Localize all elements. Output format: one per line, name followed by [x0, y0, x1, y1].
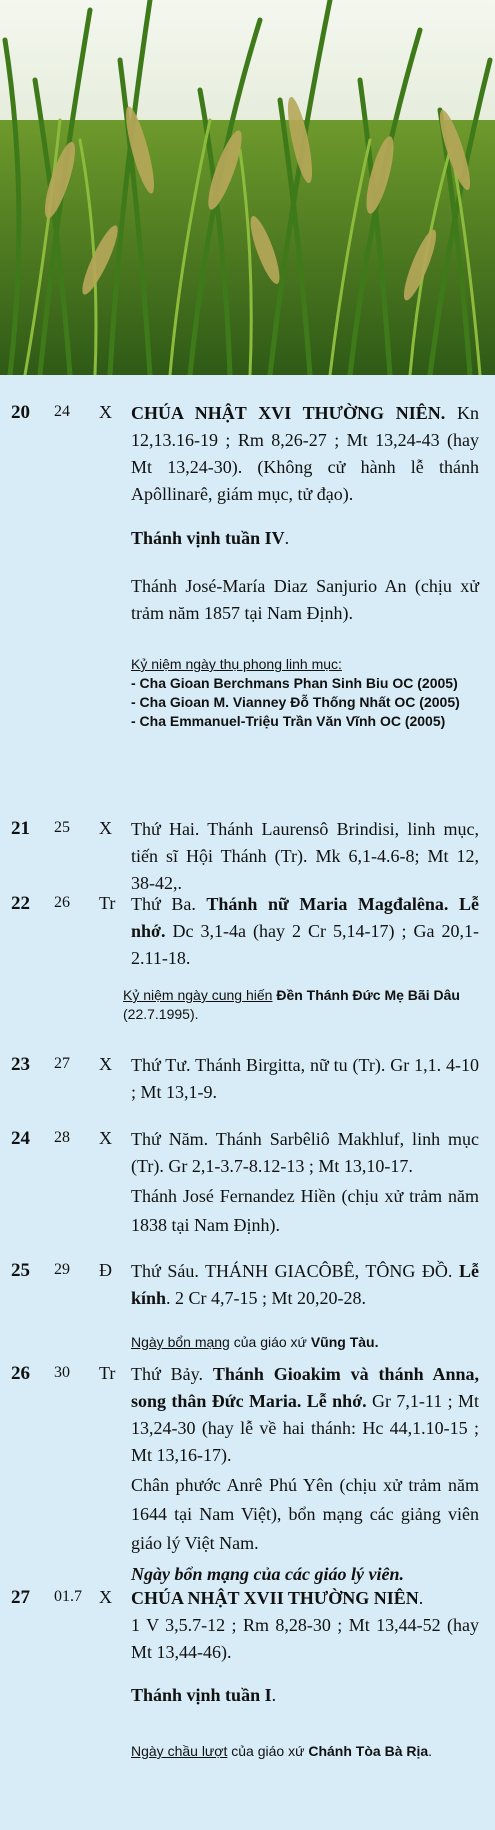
entry-text: Thứ Bảy. Thánh Gioakim và thánh Anna, song thân Đức Maria. Lễ nhớ. Gr 7,1-11 ; Mt 13,24-30 (hay lễ về hai thánh: Hc 44,1.10-15 ; Mt 13,16-17). — [131, 1364, 480, 1465]
feast-rank: Lễ kính — [131, 1261, 479, 1308]
liturgical-color: Tr — [99, 1363, 116, 1383]
date-number: 28 — [54, 1129, 70, 1146]
liturgical-color: X — [99, 1054, 112, 1074]
memorial-title: Kỷ niệm ngày thụ phong linh mục: — [131, 656, 342, 672]
memorial-item: - Cha Emmanuel-Triệu Trần Văn Vĩnh OC (2005) — [131, 713, 446, 729]
catechist-patron-note: Ngày bổn mạng của các giáo lý viên. — [131, 1564, 404, 1584]
entry-text: Thứ Tư. Thánh Birgitta, nữ tu (Tr). Gr 1,1. 4-10 ; Mt 13,1-9. — [131, 1055, 479, 1102]
dedication-anniversary: Kỷ niệm ngày cung hiến Đền Thánh Đức Mẹ Bãi Dâu (22.7.1995). — [123, 987, 460, 1022]
date-number: 01.7 — [54, 1588, 82, 1605]
date-number: 27 — [54, 1055, 70, 1072]
feast-title: CHÚA NHẬT XVII THƯỜNG NIÊN — [131, 1588, 419, 1608]
day-number: 26 — [11, 1363, 30, 1384]
day-number: 20 — [11, 402, 30, 423]
liturgical-color: X — [99, 402, 112, 422]
patron-day-note: Ngày bổn mạng của giáo xứ Vũng Tàu. — [131, 1334, 379, 1350]
ordination-anniversary — [131, 655, 479, 731]
day-number: 25 — [11, 1260, 30, 1281]
saint-note: Thánh José-María Diaz Sanjurio An (chịu xử trảm năm 1857 tại Nam Định). — [131, 576, 479, 623]
day-number: 22 — [11, 893, 30, 914]
psalter-week: Thánh vịnh tuần IV. — [131, 528, 290, 548]
readings: Kn 12,13.16-19 ; Rm 8,26-27 ; Mt 13,24-43 (hay Mt 13,24-30). (Không cử hành lễ thánh Apôllinarê, giám mục, tử đạo). — [131, 403, 479, 504]
feast-title: Thánh nữ Maria Magđalêna. Lễ nhớ. — [131, 894, 479, 941]
psalter-week: Thánh vịnh tuần I. — [131, 1685, 277, 1705]
readings: 1 V 3,5.7-12 ; Rm 8,28-30 ; Mt 13,44-52 (hay Mt 13,44-46). — [131, 1615, 479, 1662]
entry-text — [131, 400, 479, 508]
memorial-item: - Cha Gioan Berchmans Phan Sinh Biu OC (2005) — [131, 675, 458, 691]
feast-title: Thánh Gioakim và thánh Anna, song thân Đức Maria. Lễ nhớ. — [131, 1364, 480, 1411]
saint-note: Thánh José Fernandez Hiền (chịu xử trảm năm 1838 tại Nam Định). — [131, 1186, 479, 1235]
adoration-day-note: Ngày chầu lượt của giáo xứ Chánh Tòa Bà Rịa. — [131, 1743, 433, 1759]
liturgical-color: X — [99, 1128, 112, 1148]
feast-title: CHÚA NHẬT XVI THƯỜNG NIÊN. — [131, 403, 446, 423]
day-number: 23 — [11, 1054, 30, 1075]
liturgical-color: X — [99, 818, 112, 838]
liturgical-color: X — [99, 1587, 112, 1607]
date-number: 25 — [54, 819, 70, 836]
entry-text: CHÚA NHẬT XVII THƯỜNG NIÊN. 1 V 3,5.7-12 ; Rm 8,28-30 ; Mt 13,44-52 (hay Mt 13,44-46). — [131, 1588, 479, 1662]
liturgical-color: Tr — [99, 893, 116, 913]
liturgical-color: Đ — [99, 1260, 112, 1280]
rice-field-image — [0, 0, 495, 375]
date-number: 24 — [54, 403, 70, 420]
day-number: 27 — [11, 1587, 30, 1608]
entry-text: Thứ Sáu. THÁNH GIACÔBÊ, TÔNG ĐỒ. Lễ kính. 2 Cr 4,7-15 ; Mt 20,20-28. — [131, 1261, 479, 1308]
day-number: 24 — [11, 1128, 30, 1149]
entry-text: Thứ Hai. Thánh Laurensô Brindisi, linh mục, tiến sĩ Hội Thánh (Tr). Mk 6,1-4.6-8; Mt 12, 38-42,. — [131, 819, 479, 893]
entry-text: Thứ Năm. Thánh Sarbêliô Makhluf, linh mục (Tr). Gr 2,1-3.7-8.12-13 ; Mt 13,10-17. — [131, 1129, 479, 1176]
entry-text: Thứ Ba. Thánh nữ Maria Magđalêna. Lễ nhớ. Dc 3,1-4a (hay 2 Cr 5,14-17) ; Ga 20,1-2.11-18. — [131, 894, 479, 968]
day-number: 21 — [11, 818, 30, 839]
date-number: 29 — [54, 1261, 70, 1278]
saint-note: Chân phước Anrê Phú Yên (chịu xử trảm năm 1644 tại Nam Việt), bổn mạng các giảng viên giáo lý Việt Nam. — [131, 1475, 479, 1553]
memorial-item: - Cha Gioan M. Vianney Đỗ Thống Nhất OC (2005) — [131, 694, 460, 710]
date-number: 26 — [54, 894, 70, 911]
date-number: 30 — [54, 1364, 70, 1381]
